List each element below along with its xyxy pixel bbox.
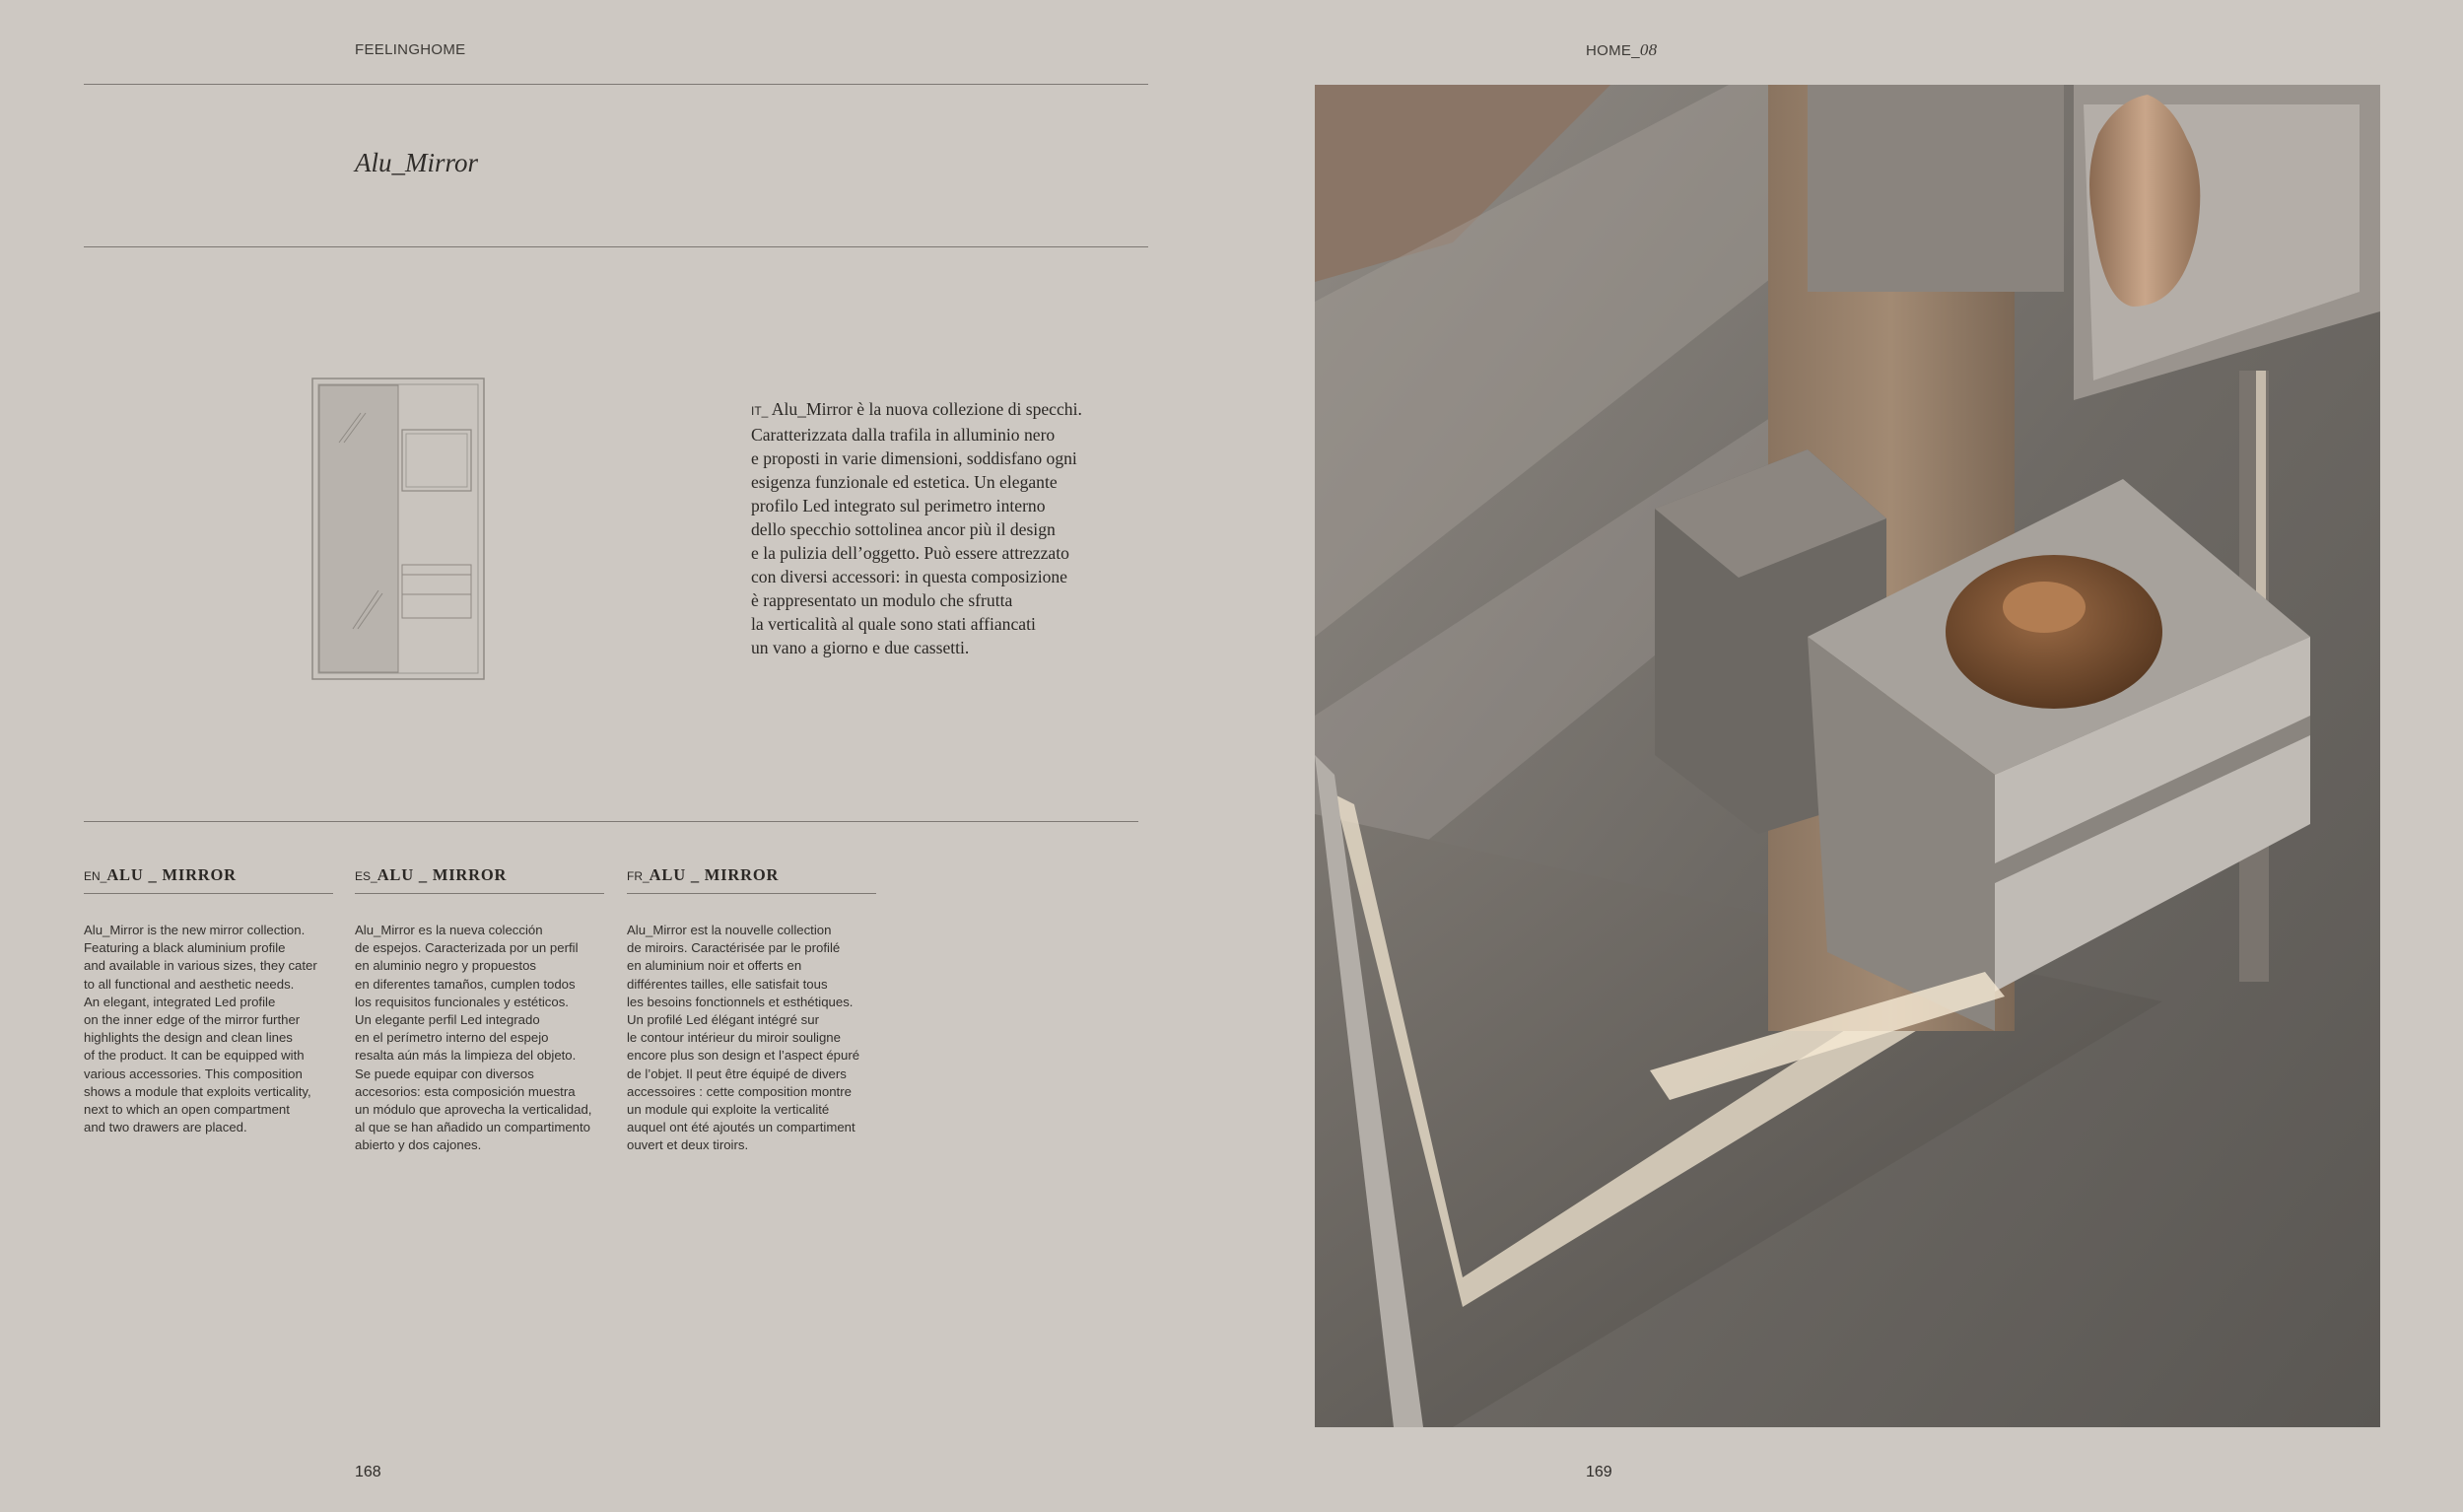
- header-right-prefix: HOME_: [1586, 42, 1640, 59]
- column-heading-fr: [627, 865, 876, 894]
- column-lang-es: ES_: [355, 869, 377, 883]
- running-header-left: FEELINGHOME: [355, 41, 466, 58]
- column-title-en: ALU _ MIRROR: [106, 865, 237, 884]
- italian-description: [751, 397, 1165, 659]
- column-body-fr: Alu_Mirror est la nouvelle collection de miroirs. Caractérisée par le profilé en aluminium noir et offerts en différentes tailles, elle satisfait tous les besoins fonctionnels et esthétiques. Un profilé Led élégant intégré sur le contour intérieur du miroir souligne encore plus son design et l’aspect épuré de l’objet. Il peut être équipé de divers accessoires : cette composition montre un module qui exploite la verticalité auquel ont été ajoutés un compartiment ouvert et deux tiroirs.: [627, 923, 860, 1153]
- top-rule: [84, 84, 1148, 85]
- column-title-fr: ALU _ MIRROR: [649, 865, 780, 884]
- product-photo: [1315, 85, 2380, 1427]
- italian-prefix: IT_: [751, 404, 769, 418]
- header-right-number: 08: [1639, 40, 1658, 59]
- column-lang-fr: FR_: [627, 869, 650, 883]
- column-body-es: Alu_Mirror es la nueva colección de espejos. Caracterizada por un perfil en aluminio negro y propuestos en diferentes tamaños, cumplen todos los requisitos funcionales y estéticos. Un elegante perfil Led integrado en el perímetro interno del espejo resalta aún más la limpieza del objeto. Se puede equipar con diversos accesorios: esta composición muestra un módulo que aprovecha la verticalidad, al que se han añadido un compartimento abierto y dos cajones.: [355, 923, 592, 1153]
- mirror-drawing: [311, 378, 487, 681]
- column-heading-es: [355, 865, 604, 894]
- column-title-es: ALU _ MIRROR: [376, 865, 508, 884]
- page-number-left: 168: [355, 1464, 381, 1480]
- page-title: Alu_Mirror: [355, 148, 479, 177]
- title-rule: [84, 246, 1148, 247]
- section-rule: [84, 821, 1138, 822]
- page-number-right: 169: [1586, 1464, 1612, 1480]
- column-heading-en: [84, 865, 333, 894]
- product-photo-illustration: [1315, 85, 2380, 1427]
- running-header-right: [1586, 40, 1657, 60]
- italian-text: Alu_Mirror è la nuova collezione di specchi. Caratterizzata dalla trafila in alluminio nero e proposti in varie dimensioni, soddisfano ogni esigenza funzionale ed estetica. Un elegante profilo Led integrato sul perimetro interno dello specchio sottolinea ancor più il design e la pulizia dell’oggetto. Può essere attrezzato con diversi accessori: in questa composizione è rappresentato un modulo che sfrutta la verticalità al quale sono stati affiancati un vano a giorno e due cassetti.: [751, 399, 1082, 657]
- column-body-en: Alu_Mirror is the new mirror collection. Featuring a black aluminium profile and available in various sizes, they cater to all functional and aesthetic needs. An elegant, integrated Led profile on the inner edge of the mirror further highlights the design and clean lines of the product. It can be equipped with various accessories. This composition shows a module that exploits verticality, next to which an open compartment and two drawers are placed.: [84, 923, 317, 1135]
- column-lang-en: EN_: [84, 869, 107, 883]
